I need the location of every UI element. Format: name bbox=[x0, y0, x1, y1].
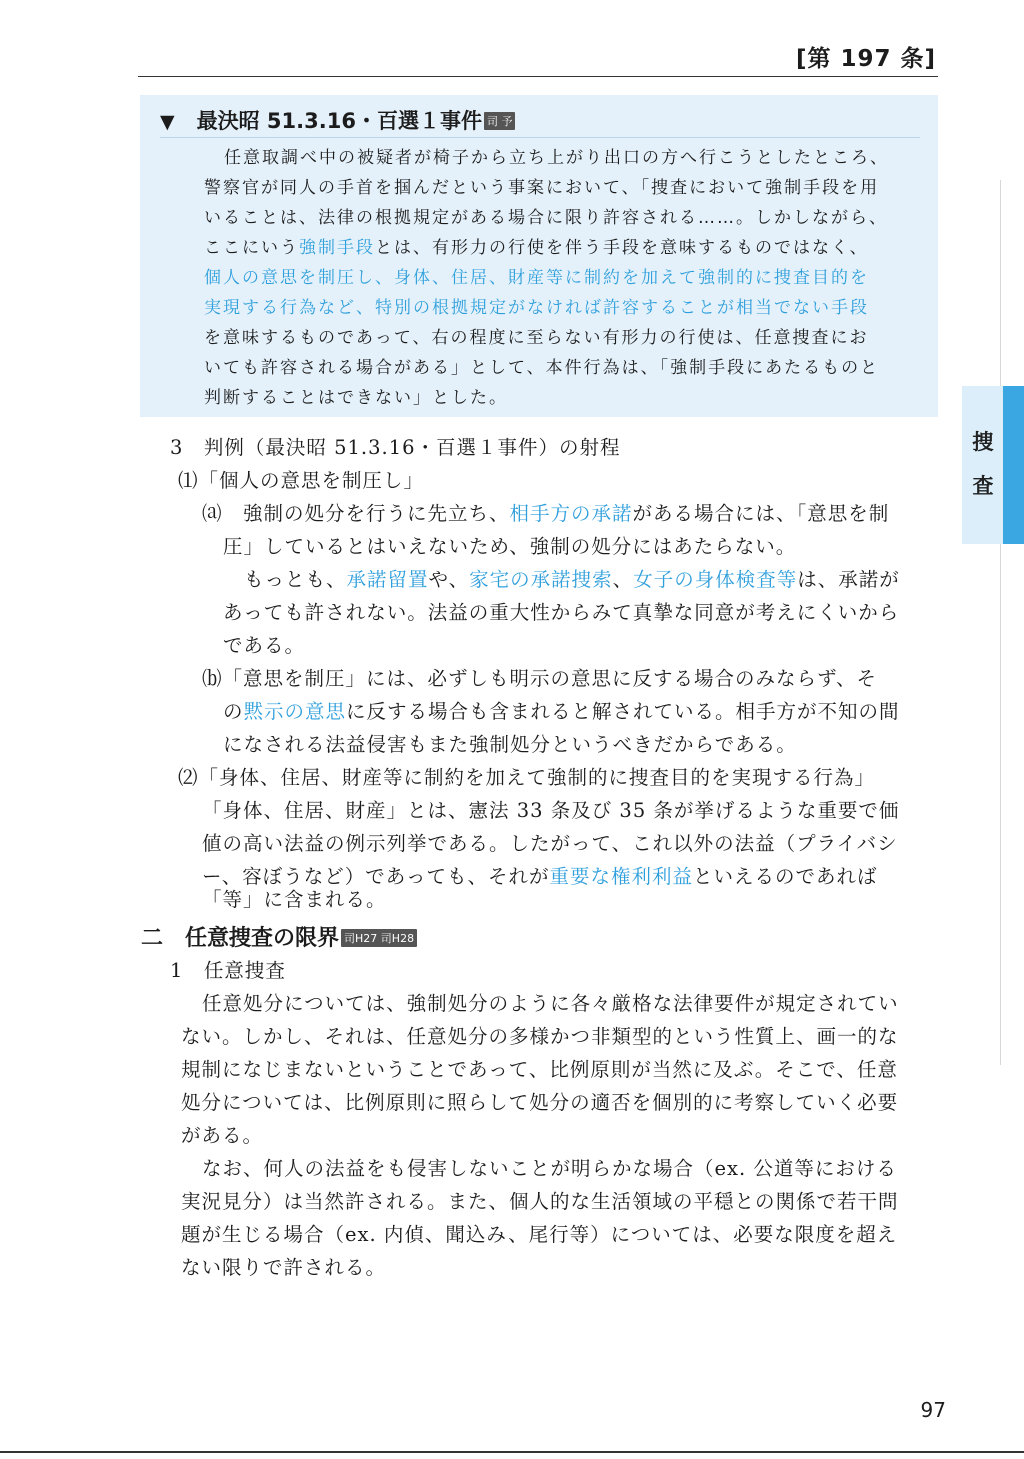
case-line bbox=[204, 263, 922, 293]
highlight-term: 家宅の承諾捜索 bbox=[469, 568, 613, 591]
exam-tag: 司 予 bbox=[484, 112, 516, 130]
point-1-heading: ⑴「個人の意思を制圧し」 bbox=[178, 469, 425, 492]
para-b-line-1: ⒝「意思を制圧」には、必ずしも明示の意思に反する場合のみならず、そ bbox=[202, 667, 877, 690]
case-line bbox=[204, 233, 922, 263]
text-span: 任意取調べ中の被疑者が椅子から立ち上がり出口の方へ行こうとしたところ、 bbox=[224, 148, 889, 168]
case-title-text: 最決昭 51.3.16・百選１事件 bbox=[196, 109, 482, 133]
para-line: がある。 bbox=[181, 1124, 264, 1147]
para-b-line-2 bbox=[223, 696, 900, 724]
para-a-line-5: である。 bbox=[223, 634, 306, 657]
text-span: いることは、法律の根拠規定がある場合に限り許容される……。しかしながら、 bbox=[204, 208, 888, 228]
highlight-term: 重要な権利利益 bbox=[549, 865, 694, 888]
highlight-term: 承諾留置 bbox=[346, 568, 429, 591]
text-span: 警察官が同人の手首を掴んだという事案において、「捜査において強制手段を用 bbox=[204, 178, 880, 198]
text-span: は、承諾が bbox=[797, 568, 900, 591]
point-2-line-4: 「等」に含まれる。 bbox=[202, 888, 387, 911]
exam-tag: 司H27 司H28 bbox=[341, 929, 417, 947]
para-b-line-3: になされる法益侵害もまた強制処分というべきだからである。 bbox=[223, 733, 797, 756]
highlight-term: 女子の身体検査等 bbox=[633, 568, 798, 591]
section-2-heading bbox=[141, 921, 417, 952]
para-a-line-4: あっても許されない。法益の重大性からみて真摯な同意が考えにくいから bbox=[223, 601, 900, 624]
chapter-tab-char-1: 捜 bbox=[972, 430, 994, 454]
subsection-1-heading: 1 任意捜査 bbox=[170, 959, 286, 982]
highlight-term: 黙示の意思 bbox=[243, 700, 347, 723]
case-line bbox=[204, 383, 922, 413]
text-span: といえるのであれば bbox=[693, 865, 878, 888]
para-line: なお、何人の法益をも侵害しないことが明らかな場合（ex. 公道等における bbox=[202, 1157, 897, 1180]
para-line: 任意処分については、強制処分のように各々厳格な法律要件が規定されてい bbox=[202, 992, 899, 1015]
margin-rule bbox=[1000, 180, 1001, 1065]
case-title-rule bbox=[160, 137, 920, 138]
chapter-tab-label bbox=[968, 420, 998, 508]
text-span: を意味するものであって、右の程度に至らない有形力の行使は、任意捜査にお bbox=[204, 328, 869, 348]
text-span: 判断することはできない」とした。 bbox=[204, 388, 508, 408]
text-span: の bbox=[223, 700, 244, 723]
text-span: ー、容ぼうなど）であっても、それが bbox=[202, 865, 550, 888]
para-line: 規制になじまないということであって、比例原則が当然に及ぶ。そこで、任意 bbox=[181, 1058, 898, 1081]
para-line: 実況見分）は当然許される。また、個人的な生活領域の平穏との関係で若干問 bbox=[181, 1190, 899, 1213]
para-line: ない。しかし、それは、任意処分の多様かつ非類型的という性質上、画一的な bbox=[181, 1025, 899, 1048]
triangle-down-icon: ▼ bbox=[160, 111, 175, 133]
text-span: もっとも、 bbox=[244, 568, 347, 591]
page-number: 97 bbox=[920, 1398, 946, 1422]
highlight-term: 強制手段 bbox=[299, 238, 375, 258]
text-span: とは、有形力の行使を伴う手段を意味するものではなく、 bbox=[375, 238, 869, 258]
para-a-line-1 bbox=[202, 498, 889, 526]
para-a-line-2: 圧」しているとはいえないため、強制の処分にはあたらない。 bbox=[223, 535, 797, 558]
highlight-term: 個人の意思を制圧し、身体、住居、財産等に制約を加えて強制的に捜査目的を bbox=[204, 268, 869, 288]
chapter-tab-char-2: 査 bbox=[972, 474, 994, 498]
para-a-line-3 bbox=[244, 564, 900, 592]
text-span: や、 bbox=[428, 568, 470, 591]
text-span: いても許容される場合がある」として、本件行為は、「強制手段にあたるものと bbox=[204, 358, 880, 378]
para-line: 題が生じる場合（ex. 内偵、聞込み、尾行等）については、必要な限度を超え bbox=[181, 1223, 898, 1246]
section-number: 二 bbox=[141, 925, 164, 951]
point-2-line-2: 値の高い法益の例示列挙である。したがって、これ以外の法益（プライバシ bbox=[202, 832, 898, 855]
highlight-term: 実現する行為など、特別の根拠規定がなければ許容することが相当でない手段 bbox=[204, 298, 869, 318]
text-span: ⒜ 強制の処分を行うに先立ち、 bbox=[202, 502, 510, 525]
header-rule bbox=[138, 76, 938, 77]
case-summary bbox=[204, 143, 922, 413]
para-line: ない限りで許される。 bbox=[181, 1256, 387, 1279]
text-span: がある場合には、「意思を制 bbox=[632, 502, 890, 525]
text-span: ここにいう bbox=[204, 238, 299, 258]
subsection-3-heading: 3 判例（最決昭 51.3.16・百選１事件）の射程 bbox=[170, 436, 621, 459]
point-2-line-1: 「身体、住居、財産」とは、憲法 33 条及び 35 条が挙げるような重要で価 bbox=[202, 799, 900, 822]
text-span: に反する場合も含まれると解されている。相手方が不知の間 bbox=[346, 700, 900, 723]
article-number: [第 197 条] bbox=[795, 46, 936, 72]
section-title: 任意捜査の限界 bbox=[185, 925, 340, 951]
case-line bbox=[204, 323, 922, 353]
case-line bbox=[204, 293, 922, 323]
point-2-heading: ⑵「身体、住居、財産等に制約を加えて強制的に捜査目的を実現する行為」 bbox=[178, 766, 876, 789]
case-line bbox=[204, 353, 922, 383]
para-line: 処分については、比例原則に照らして処分の適否を個別的に考察していく必要 bbox=[181, 1091, 899, 1114]
case-title bbox=[160, 105, 515, 135]
bottom-rule bbox=[0, 1451, 1024, 1453]
case-line bbox=[204, 143, 922, 173]
text-span: 、 bbox=[612, 568, 634, 591]
highlight-term: 相手方の承諾 bbox=[509, 502, 633, 525]
case-line bbox=[204, 203, 922, 233]
case-line bbox=[204, 173, 922, 203]
